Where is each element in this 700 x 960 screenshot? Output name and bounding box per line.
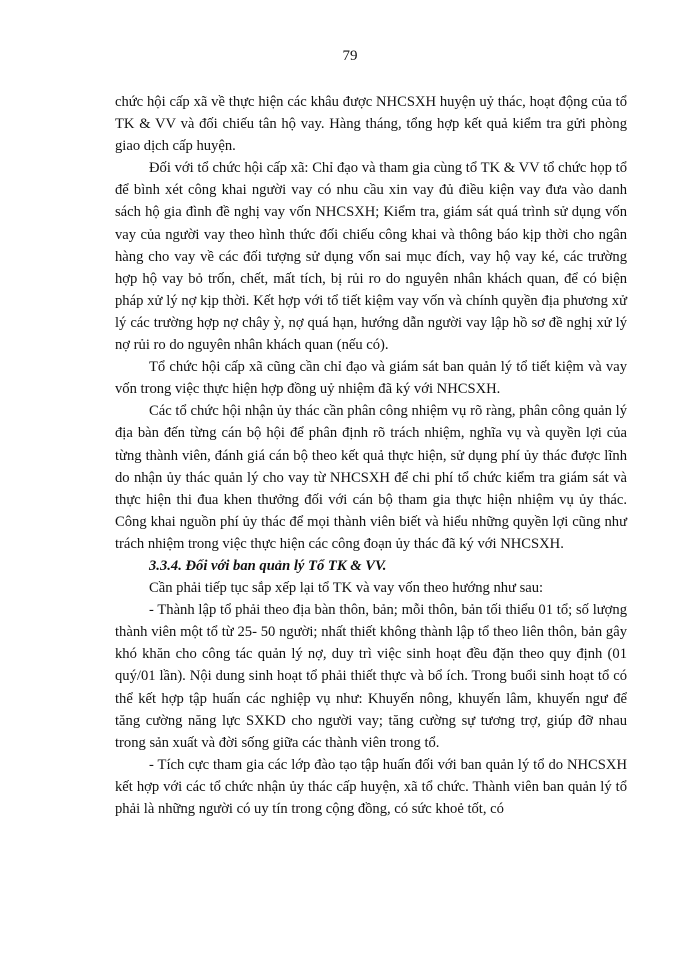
section-heading: 3.3.4. Đối với ban quản lý Tổ TK & VV. (149, 557, 387, 574)
paragraph-commune-association: Đối với tổ chức hội cấp xã: Chỉ đạo và tham gia cùng tổ TK & VV tổ chức họp tổ để bình xét công khai người vay có nhu cầu xin vay đủ điều kiện vay đưa vào danh sách hộ gia đình đề nghị vay vốn NHCSXH; Kiểm tra, giám sát quá trình sử dụng vốn vay của người vay theo hình thức đối chiếu công khai và thông báo kịp thời cho ngân hàng cho vay về các đối tượng sử dụng vốn sai mục đích, vay hộ vay ké, các trường hợp hộ vay bỏ trốn, chết, mất tích, bị rủi ro do nguyên nhân khách quan, để có biện pháp xử lý nợ kịp thời. Kết hợp với tổ tiết kiệm vay vốn và chính quyền địa phương xử lý các trường hợp nợ chây ỳ, nợ quá hạn, hướng dẫn người vay lập hồ sơ đề nghị xử lý nợ rủi ro do nguyên nhân khách quan (nếu có). (115, 160, 627, 354)
paragraph-intro: Cần phải tiếp tục sắp xếp lại tổ TK và vay vốn theo hướng như sau: (149, 580, 544, 597)
body-text (115, 91, 627, 820)
bullet-training: - Tích cực tham gia các lớp đào tạo tập huấn đối với ban quản lý tổ do NHCSXH kết hợp với các tổ chức nhận ủy thác cấp huyện, xã tổ chức. Thành viên ban quản lý tổ phải là những người có uy tín trong cộng đồng, có sức khoẻ tốt, có (115, 756, 627, 817)
page-number: 79 (342, 48, 358, 64)
paragraph-continuation: chức hội cấp xã về thực hiện các khâu được NHCSXH huyện uỷ thác, hoạt động của tổ TK & VV và đối chiếu tân hộ vay. Hàng tháng, tổng hợp kết quả kiểm tra gửi phòng giao dịch cấp huyện. (115, 94, 627, 155)
paragraph-supervision: Tổ chức hội cấp xã cũng cần chỉ đạo và giám sát ban quản lý tổ tiết kiệm và vay vốn trong việc thực hiện hợp đồng uỷ nhiệm đã ký với NHCSXH. (115, 359, 627, 398)
bullet-establish-groups: - Thành lập tổ phải theo địa bàn thôn, bản; mỗi thôn, bản tối thiểu 01 tổ; số lượng thành viên một tổ từ 25- 50 người; nhất thiết không thành lập tổ theo liên thôn, bản gây khó khăn cho công tác quản lý nợ, duy trì việc sinh hoạt đều đặn theo quy định (01 quý/01 lần). Nội dung sinh hoạt tổ phải thiết thực và bổ ích. Trong buổi sinh hoạt tổ có thể kết hợp tập huấn các nghiệp vụ như: Khuyến nông, khuyến lâm, khuyến ngư để tăng cường năng lực SXKD cho người vay; tăng cường sự tương trợ, giúp đỡ nhau trong sản xuất và đời sống giữa các thành viên trong tổ. (115, 602, 627, 751)
paragraph-assignment: Các tổ chức hội nhận ủy thác cần phân công nhiệm vụ rõ ràng, phân công quản lý địa bàn đến từng cán bộ hội để phân định rõ trách nhiệm, nghĩa vụ và quyền lợi của từng thành viên, đánh giá cán bộ theo kết quả thực hiện, sử dụng phí ủy thác được lĩnh do nhận ủy thác quản lý cho vay từ NHCSXH để chi phí tổ chức kiểm tra giám sát và thực hiện thi đua khen thưởng đối với cán bộ tham gia thực hiện nhiệm vụ ủy thác. Công khai nguồn phí ủy thác để mọi thành viên biết và hiểu những quyền lợi cũng như trách nhiệm trong việc thực hiện các công đoạn ủy thác đã ký với NHCSXH. (115, 403, 627, 552)
